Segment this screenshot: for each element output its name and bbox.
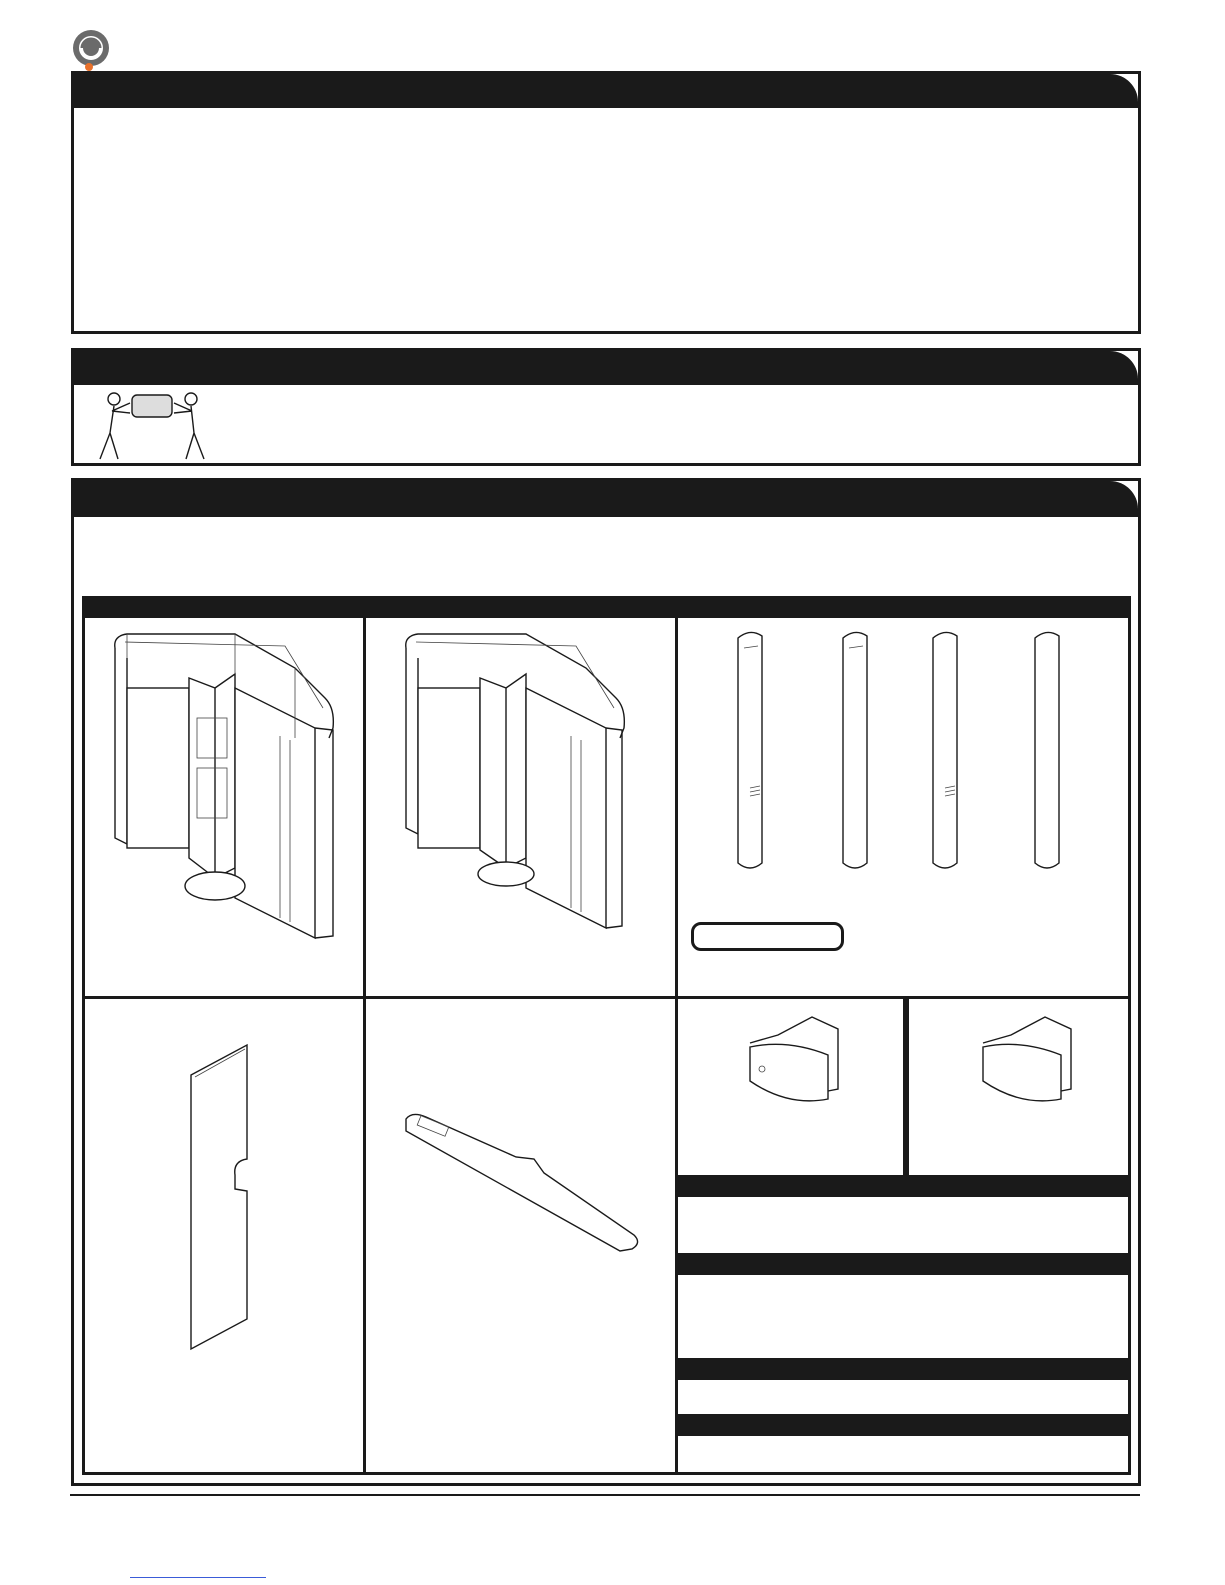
accent-dot — [85, 63, 93, 71]
info-bar-4 — [678, 1414, 1128, 1436]
info-bar-1 — [678, 1175, 1128, 1197]
contents-grid-header — [82, 596, 1131, 618]
cell-gate-main-unit — [85, 618, 366, 999]
footer-link[interactable] — [130, 1577, 266, 1578]
base-cover-left-illustration — [678, 999, 903, 1175]
cell-gate-secondary-unit — [366, 618, 678, 999]
cell-base-cover-left — [678, 999, 906, 1175]
lifting-section-title — [74, 351, 1138, 385]
lifting-section — [71, 348, 1141, 466]
info-bar-2 — [678, 1253, 1128, 1275]
base-cover-right-illustration — [909, 999, 1131, 1175]
brand-logo — [70, 29, 112, 71]
gate-main-unit-illustration — [85, 618, 363, 996]
end-post-label-box — [691, 922, 844, 951]
gate-secondary-unit-illustration — [366, 618, 675, 996]
footer-rule — [70, 1494, 1140, 1496]
post-cover-4 — [1035, 632, 1059, 868]
two-person-lift-icon — [92, 389, 212, 465]
brand-ring-icon — [70, 29, 112, 71]
contents-section-title — [74, 481, 1138, 517]
top-lid-illustration — [366, 999, 675, 1469]
post-cover-2 — [843, 632, 867, 868]
cell-base-cover-right — [906, 999, 1131, 1175]
info-bar-3 — [678, 1358, 1128, 1380]
post-cover-3 — [933, 632, 957, 868]
intro-section-title — [74, 74, 1138, 108]
post-cover-1 — [738, 632, 762, 868]
cell-glass-panel — [85, 999, 366, 1472]
intro-section — [71, 71, 1141, 334]
end-post-covers-illustration — [678, 618, 1128, 918]
glass-panel-illustration — [85, 999, 363, 1469]
cell-top-lid — [366, 999, 678, 1472]
